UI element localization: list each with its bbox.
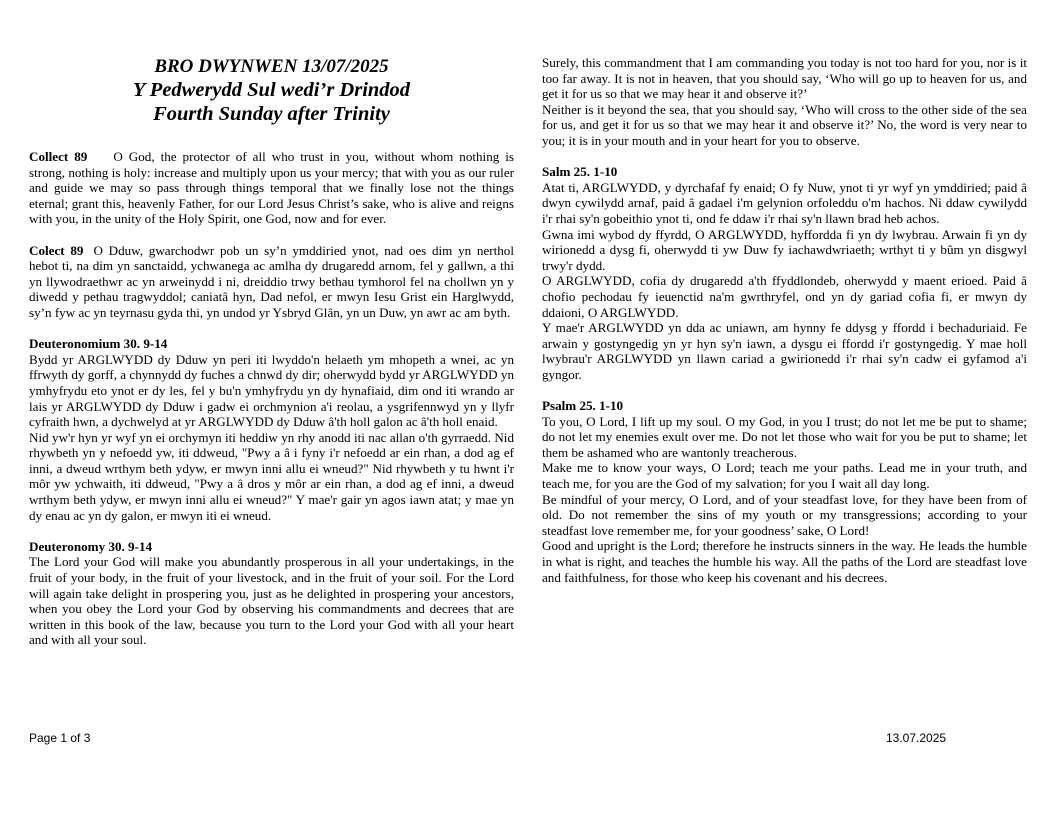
psalm-english-para: Good and upright is the Lord; therefore he instructs sinners in the way. He leads the humble in what is right, and teaches the humble his way. All the paths of the Lord are steadfast love and faithfulness, for those who keep his covenant and his decrees. <box>542 538 1027 585</box>
reading-deuteronomy-title: Deuteronomy 30. 9-14 <box>29 538 153 554</box>
psalm-english-title: Psalm 25. 1-10 <box>542 398 624 414</box>
reading-deuteronomium <box>29 336 514 523</box>
reading-deuteronomy-para: Neither is it beyond the sea, that you should say, ‘Who will cross to the other side of the sea for us, and get it for us so that we may hear it and observe it?’ No, the word is very near to you; it is in your mouth and in your heart for you to observe. <box>542 101 1027 148</box>
page-number: Page 1 of 3 <box>29 731 91 745</box>
psalm-welsh-title: Salm 25. 1-10 <box>542 164 618 180</box>
collect-english-text: O God, the protector of all who trust in you, without whom nothing is strong, nothing is holy: increase and multiply upon us your mercy; that with you as our ruler and guide we may so pass through things temporal that we finally lose not the things eternal; grant this, heavenly Father, for our Lord Jesus Christ’s sake, who is alive and reigns with you, in the unity of the Holy Spirit, one God, now and for ever. <box>29 149 514 227</box>
collect-welsh-title: Colect 89 <box>29 242 84 258</box>
left-column <box>29 0 514 648</box>
footer-date: 13.07.2025 <box>886 731 947 745</box>
collect-welsh <box>29 243 514 321</box>
reading-deuteronomium-title: Deuteronomium 30. 9-14 <box>29 336 168 352</box>
psalm-english-para: Be mindful of your mercy, O Lord, and of your steadfast love, for they have been from of old. Do not remember the sins of my youth or my transgressions; according to your steadfast love remember me, for your goodness’ sake, O Lord! <box>542 491 1027 538</box>
psalm-english <box>542 398 1027 585</box>
psalm-english-para: To you, O Lord, I lift up my soul. O my God, in you I trust; do not let me be put to shame; do not let my enemies exult over me. Do not let those who wait for you be put to shame; let them be ashamed who are wantonly treacherous. <box>542 413 1027 460</box>
reading-deuteronomy-continued <box>542 55 1027 149</box>
reading-deuteronomium-para: Bydd yr ARGLWYDD dy Dduw yn peri iti lwyddo'n helaeth ym mhopeth a wnei, ac yn ffrwyth dy gorff, a chynnydd dy fuches a chnwd dy dir; oherwydd bydd yr ARGLWYDD yn ymhyfrydu eto ynot er dy les, fel y bu'n ymhyfrydu yn dy hynafiaid, dim ond iti wrando ar lais yr ARGLWYDD dy Dduw i gadw ei orchmynion a'i reolau, a ysgrifennwyd yn y llyfr cyfraith hwn, a dychwelyd at yr ARGLWYDD dy Dduw â'th holl galon ac â'th holl enaid. <box>29 351 514 430</box>
reading-deuteronomy <box>29 539 514 648</box>
right-column <box>542 55 1027 585</box>
header-welsh-sunday: Y Pedwerydd Sul wedi’r Drindod <box>132 79 411 101</box>
reading-deuteronomium-para: Nid yw'r hyn yr wyf yn ei orchymyn iti heddiw yn rhy anodd iti nac allan o'th gyrraedd. Nid rhywbeth yn y nefoedd yw, iti ddweud, "Pwy a â i fyny i'r nefoedd ar ein rhan, a dod ag ef inni, a dweud wrthym beth ydyw, er mwyn inni allu ei wneud?" Nid rhywbeth y tu hwnt i'r môr yw ychwaith, iti ddweud, "Pwy a â dros y môr ar ein rhan, a dod ag ef inni, a dweud wrthym beth ydyw, er mwyn inni allu ei wneud?" Y mae'r gair yn agos iawn atat; y mae yn dy enau ac yn dy galon, er mwyn iti ei wneud. <box>29 429 514 523</box>
reading-deuteronomy-para: Surely, this commandment that I am commanding you today is not too hard for you, nor is it too far away. It is not in heaven, that you should say, ‘Who will go up to heaven for us, and get it for us so that we may hear it and observe it?’ <box>542 55 1027 102</box>
psalm-welsh-para: Y mae'r ARGLWYDD yn dda ac uniawn, am hynny fe ddysg y ffordd i bechaduriaid. Fe arwain y gostyngedig yn yr hyn sy'n iawn, a dysgu ei ffordd i'r gostyngedig. Y mae holl lwybrau'r ARGLWYDD yn llawn cariad a gwirionedd i'r rhai sy'n cadw ei gyfamod a'i gyngor. <box>542 320 1027 382</box>
psalm-welsh <box>542 164 1027 382</box>
header-english-sunday: Fourth Sunday after Trinity <box>153 103 390 125</box>
collect-english-title: Collect 89 <box>29 149 88 164</box>
header-parish-date: BRO DWYNWEN 13/07/2025 <box>154 56 389 77</box>
collect-welsh-text: O Dduw, gwarchodwr pob un sy’n ymddiried ynot, nad oes dim yn nerthol hebot ti, na dim yn sanctaidd, ychwanega ac amlha dy drugaredd arnom, fel y gallwn, a thi yn llywodraethwr ac yn arweinydd i ni, dreiddio trwy bethau tymhorol fel na chollwn yn y diwedd y pethau tragwyddol; caniatâ hyn, Dad nefol, er mwyn Iesu Grist ein Harglwydd, sy’n fyw ac yn teyrnasu gyda thi, yn undod yr Ysbryd Glân, yn un Duw, yn awr ac am byth. <box>29 242 514 320</box>
psalm-welsh-para: Atat ti, ARGLWYDD, y dyrchafaf fy enaid; O fy Nuw, ynot ti yr wyf yn ymddiried; paid â dwyn cywilydd arnaf, paid â gadael i'm gelynion orfoleddu o'm hachos. Ni ddaw cywilydd i'r rhai sy'n gobeithio ynot ti, ond fe ddaw i'r rhai sy'n llawn brad heb achos. <box>542 179 1027 226</box>
psalm-welsh-para: Gwna imi wybod dy ffyrdd, O ARGLWYDD, hyfforddа fi yn dy lwybrau. Arwain fi yn dy wirionedd a dysg fi, oherwydd ti yw Duw fy iachawdwriaeth; wrthyt ti y bûm yn disgwyl trwy'r dydd. <box>542 226 1027 273</box>
page-header <box>29 56 514 126</box>
psalm-english-para: Make me to know your ways, O Lord; teach me your paths. Lead me in your truth, and teach me, for you are the God of my salvation; for you I wait all day long. <box>542 460 1027 492</box>
reading-deuteronomy-para: The Lord your God will make you abundantly prosperous in all your undertakings, in the fruit of your body, in the fruit of your livestock, and in the fruit of your soil. For the Lord will again take delight in prospering you, just as he delighted in prospering your ancestors, when you obey the Lord your God by observing his commandments and decrees that are written in this book of the law, because you turn to the Lord your God with all your heart and with all your soul. <box>29 554 514 648</box>
psalm-welsh-para: O ARGLWYDD, cofia dy drugaredd a'th ffyddlondeb, oherwydd y maent erioed. Paid â chofio pechodau fy ieuenctid na'm gwrthryfel, ond yn dy gariad cofia fi, er mwyn dy ddaioni, O ARGLWYDD. <box>542 273 1027 320</box>
collect-english <box>29 149 514 227</box>
